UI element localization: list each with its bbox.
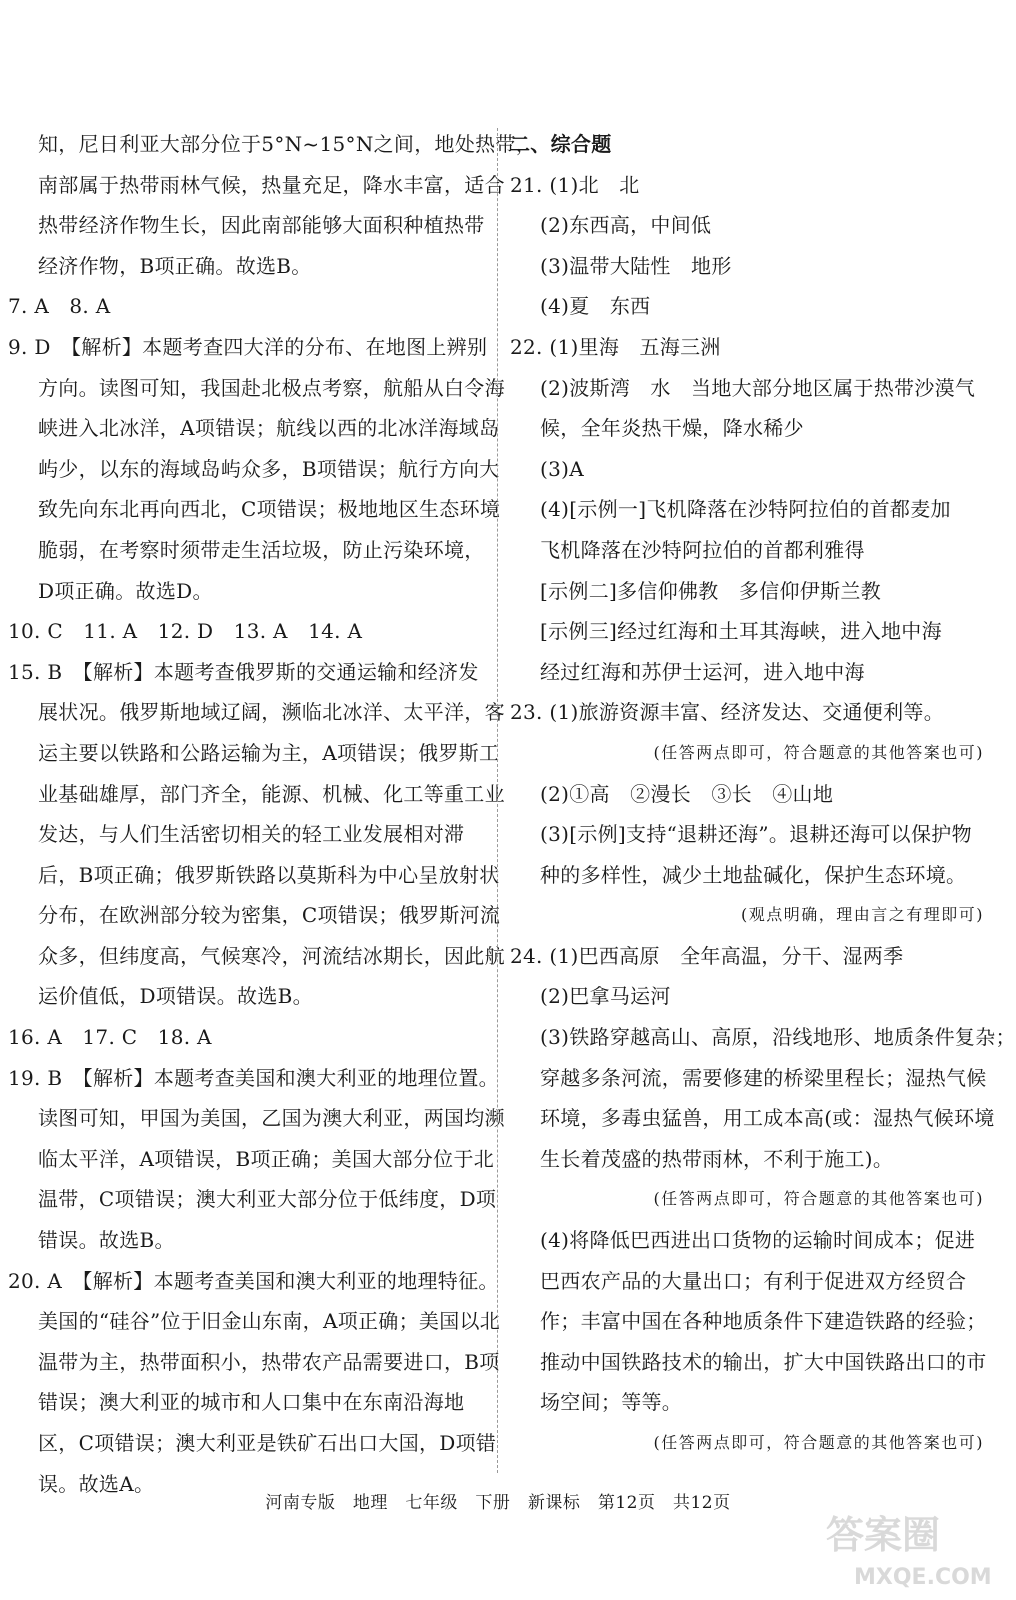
answer-line-left: 经济作物，B项正确。故选B。 [38,253,312,278]
answer-line-right: 作；丰富中国在各种地质条件下建造铁路的经验； [540,1309,987,1334]
answer-line-left: 美国的“硅谷”位于旧金山东南，A项正确；美国以北 [38,1309,501,1334]
answer-line-right: 生长着茂盛的热带雨林，不利于施工)。 [540,1146,894,1171]
answer-line-right: (4)[示例一]飞机降落在沙特阿拉伯的首都麦加 [540,497,951,522]
answer-line-right: [示例二]多信仰佛教 多信仰伊斯兰教 [540,578,882,603]
watermark-text: 答案圈 [826,1513,941,1557]
answer-line-left: 错误。故选B。 [38,1228,175,1253]
answer-line-right: 环境，多毒虫猛兽，用工成本高(或：湿热气候环境 [540,1106,995,1131]
answer-line-left: 10. C 11. A 12. D 13. A 14. A [8,619,363,644]
watermark-url: MXQE.COM [854,1565,992,1590]
answer-note: (观点明确，理由言之有理即可) [741,905,984,925]
answer-line-right: 场空间；等等。 [540,1390,683,1415]
answer-note: (任答两点即可，符合题意的其他答案也可) [653,1433,984,1452]
answer-line-right: (4)将降低巴西进出口货物的运输时间成本；促进 [540,1228,976,1253]
answer-line-right: 种的多样性，减少土地盐碱化，保护生态环境。 [540,862,967,887]
answer-line-left: 区，C项错误；澳大利亚是铁矿石出口大国，D项错 [38,1431,497,1455]
answer-line-right: (2)东西高，中间低 [540,213,712,238]
answer-line-left: 分布，在欧洲部分较为密集，C项错误；俄罗斯河流 [38,903,501,928]
answer-line-right: (2)波斯湾 水 当地大部分地区属于热带沙漠气 [540,375,976,400]
answer-line-left: 温带为主，热带面积小，热带农产品需要进口，B项 [38,1349,500,1374]
answer-line-right: (3)A [540,456,584,481]
answer-line-right: 穿越多条河流，需要修建的桥梁里程长；湿热气候 [540,1065,987,1090]
answer-line-left: 临太平洋，A项错误，B项正确；美国大部分位于北 [38,1146,495,1171]
answer-line-right: 22. (1)里海 五海三洲 [510,334,721,359]
answer-line-left: 7. A 8. A [8,294,111,319]
section-heading: 二、综合题 [510,132,612,156]
answer-note: (任答两点即可，符合题意的其他答案也可) [653,742,984,762]
answer-line-left: 16. A 17. C 18. A [8,1025,212,1050]
answer-line-left: 方向。读图可知，我国赴北极点考察，航船从白令海 [38,375,505,400]
answer-line-left: 15. B 【解析】本题考查俄罗斯的交通运输和经济发 [8,659,479,684]
answer-line-right: (2)①高 ②漫长 ③长 ④山地 [540,781,834,806]
answer-line-right: 21. (1)北 北 [510,172,640,197]
right-column [510,124,1016,1464]
answer-line-right: (3)[示例]支持“退耕还海”。退耕还海可以保护物 [540,822,972,847]
answer-line-left: 9. D 【解析】本题考查四大洋的分布、在地图上辨别 [8,334,488,359]
answer-line-left: 读图可知，甲国为美国，乙国为澳大利亚，两国均濒 [38,1106,505,1131]
answer-line-left: 峡进入北冰洋，A项错误；航线以西的北冰洋海域岛 [38,416,500,441]
left-column [8,124,537,1504]
column-divider [497,128,498,1473]
page-footer: 河南专版 地理 七年级 下册 新课标 第12页 共12页 [265,1493,731,1513]
answer-line-left: 后，B项正确；俄罗斯铁路以莫斯科为中心呈放射状 [38,862,500,887]
answer-line-right: (4)夏 东西 [540,294,651,319]
watermark-logo [818,1504,992,1592]
answer-line-left: 误。故选A。 [38,1471,155,1496]
answer-line-left: 运价值低，D项错误。故选B。 [38,984,313,1009]
answer-line-left: 热带经济作物生长，因此南部能够大面积种植热带 [38,213,485,238]
answer-line-left: D项正确。故选D。 [38,578,213,603]
answer-line-left: 展状况。俄罗斯地域辽阔，濒临北冰洋、太平洋，客 [38,700,505,725]
answer-note: (任答两点即可，符合题意的其他答案也可) [653,1189,984,1209]
answer-line-left: 致先向东北再向西北，C项错误；极地地区生态环境 [38,497,501,522]
answer-line-left: 错误；澳大利亚的城市和人口集中在东南沿海地 [38,1390,465,1415]
answer-line-right: (3)温带大陆性 地形 [540,253,732,278]
answer-line-left: 温带，C项错误；澳大利亚大部分位于低纬度，D项 [38,1187,497,1212]
answer-line-right: 23. (1)旅游资源丰富、经济发达、交通便利等。 [510,700,944,725]
answer-line-right: [示例三]经过红海和土耳其海峡，进入地中海 [540,619,942,644]
answer-line-right: 巴西农产品的大量出口；有利于促进双方经贸合 [540,1268,967,1293]
answer-line-left: 19. B 【解析】本题考查美国和澳大利亚的地理位置。 [8,1065,499,1090]
answer-line-left: 发达，与人们生活密切相关的轻工业发展相对滞 [38,822,465,847]
answer-line-left: 运主要以铁路和公路运输为主，A项错误；俄罗斯工 [38,740,500,765]
answer-line-left: 知，尼日利亚大部分位于5°N~15°N之间，地处热带， [38,132,537,156]
answer-line-right: 飞机降落在沙特阿拉伯的首都利雅得 [540,537,865,562]
answer-line-right: 候，全年炎热干燥，降水稀少 [540,416,804,441]
answer-line-left: 20. A 【解析】本题考查美国和澳大利亚的地理特征。 [8,1268,499,1293]
answer-line-right: (2)巴拿马运河 [540,984,671,1009]
answer-line-right: 推动中国铁路技术的输出，扩大中国铁路出口的市 [540,1349,987,1374]
answer-line-left: 脆弱，在考察时须带走生活垃圾，防止污染环境， [38,537,485,562]
answer-line-left: 众多，但纬度高，气候寒冷，河流结冰期长，因此航 [38,943,505,968]
answer-line-left: 南部属于热带雨林气候，热量充足，降水丰富，适合 [38,172,505,197]
answer-line-right: (3)铁路穿越高山、高原，沿线地形、地质条件复杂； [540,1025,1016,1050]
answer-line-right: 24. (1)巴西高原 全年高温，分干、湿两季 [510,943,904,968]
answer-line-right: 经过红海和苏伊士运河，进入地中海 [540,659,865,684]
answer-line-left: 屿少，以东的海域岛屿众多，B项错误；航行方向大 [38,456,500,481]
answer-line-left: 业基础雄厚，部门齐全，能源、机械、化工等重工业 [38,781,505,806]
